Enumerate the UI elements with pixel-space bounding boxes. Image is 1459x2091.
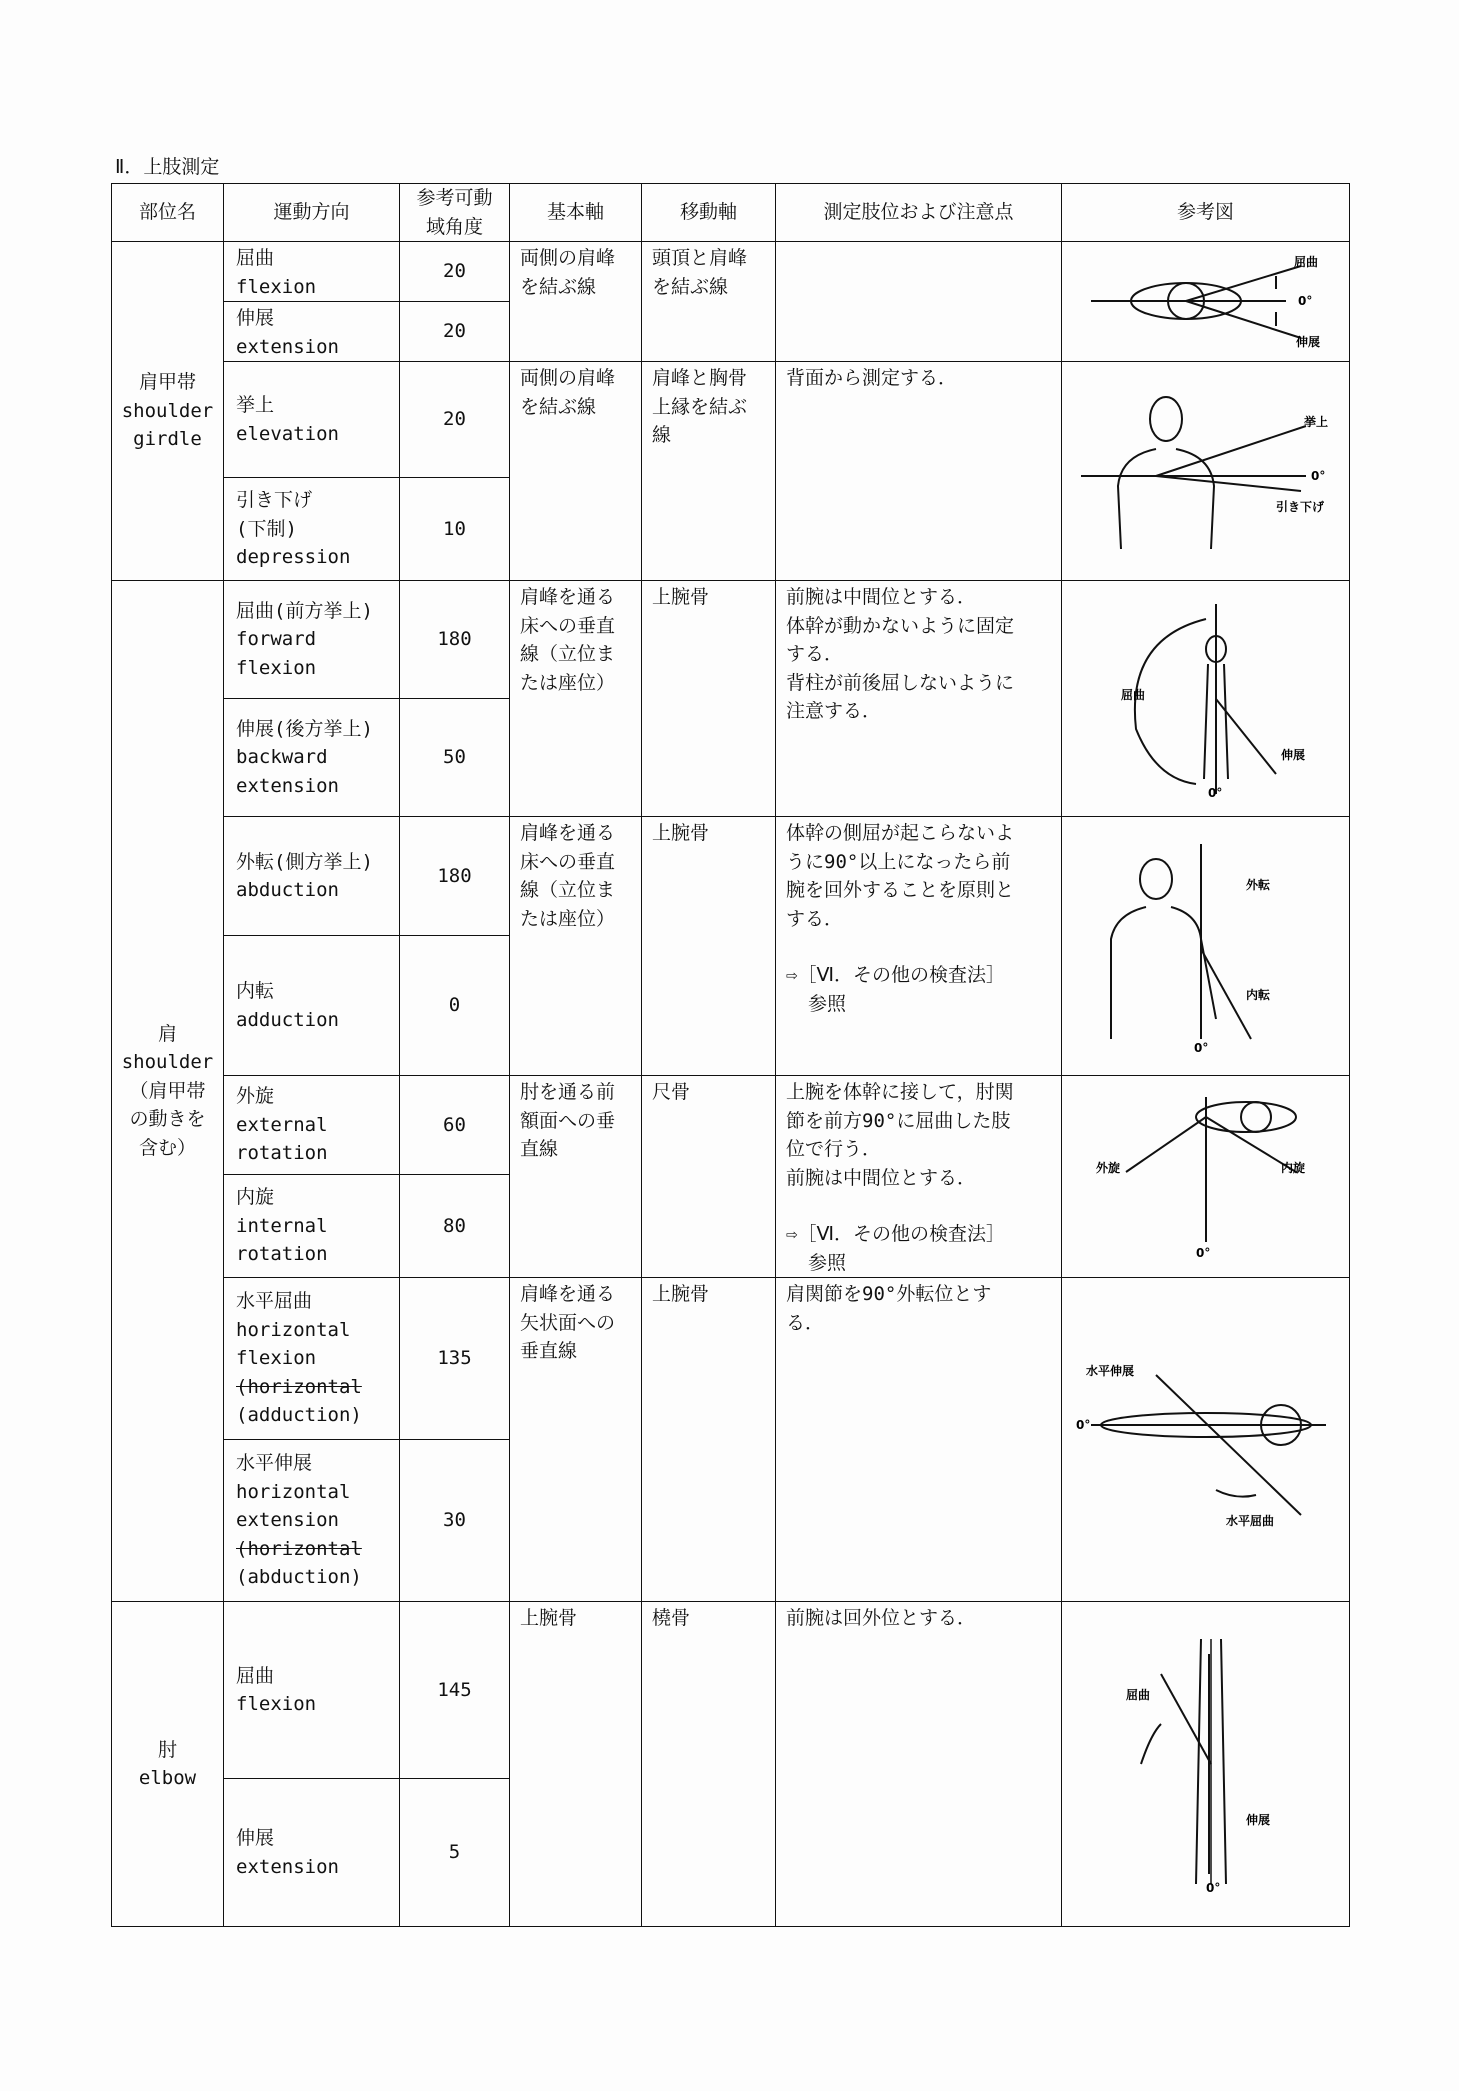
reference-angle: 20 xyxy=(400,242,510,302)
measurement-notes: 前腕は回外位とする． xyxy=(776,1602,1062,1927)
svg-text:0°: 0° xyxy=(1297,294,1312,308)
table-row xyxy=(112,242,1350,302)
moving-axis: 橈骨 xyxy=(642,1602,776,1927)
svg-text:屈曲: 屈曲 xyxy=(1120,687,1145,702)
basic-axis: 肩峰を通る 矢状面への 垂直線 xyxy=(510,1278,642,1602)
part-shoulder: 肩 shoulder （肩甲帯 の動きを 含む） xyxy=(112,581,224,1602)
svg-text:0°: 0° xyxy=(1310,469,1325,483)
svg-text:内旋: 内旋 xyxy=(1280,1160,1305,1175)
measurement-notes: 体幹の側屈が起こらないよ うに90°以上になったら前 腕を回外することを原則と する． ⇨［Ⅵ．その他の検査法］ 参照 xyxy=(776,817,1062,1076)
svg-text:屈曲: 屈曲 xyxy=(1125,1688,1150,1702)
motion-direction: 内転 adduction xyxy=(224,936,400,1076)
basic-axis: 肩峰を通る 床への垂直 線（立位ま たは座位） xyxy=(510,581,642,817)
table-row xyxy=(112,581,1350,699)
basic-axis: 肘を通る前 額面への垂 直線 xyxy=(510,1076,642,1278)
svg-text:外転: 外転 xyxy=(1245,877,1270,892)
reference-angle: 0 xyxy=(400,936,510,1076)
motion-direction: 伸展 extension xyxy=(224,302,400,362)
svg-text:水平屈曲: 水平屈曲 xyxy=(1225,1513,1274,1528)
moving-axis: 上腕骨 xyxy=(642,817,776,1076)
reference-angle: 180 xyxy=(400,817,510,936)
measurement-notes: 背面から測定する． xyxy=(776,362,1062,581)
svg-text:0°: 0° xyxy=(1193,1040,1208,1054)
table-row xyxy=(112,1076,1350,1175)
reference-figure xyxy=(1062,1076,1350,1278)
reference-angle: 10 xyxy=(400,478,510,581)
reference-angle: 135 xyxy=(400,1278,510,1440)
header-angle: 参考可動 域角度 xyxy=(400,184,510,242)
measurement-notes: 肩関節を90°外転位とす る． xyxy=(776,1278,1062,1602)
header-figure: 参考図 xyxy=(1062,184,1350,242)
cross-reference-link[interactable]: ⇨［Ⅵ．その他の検査法］ xyxy=(786,964,1005,986)
reference-angle: 20 xyxy=(400,362,510,478)
motion-direction: 水平伸展 horizontal extension (horizontal (abduction) xyxy=(224,1440,400,1602)
reference-figure xyxy=(1062,1278,1350,1602)
reference-angle: 145 xyxy=(400,1602,510,1779)
svg-text:挙上: 挙上 xyxy=(1303,415,1328,429)
table-row xyxy=(112,1278,1350,1440)
motion-direction: 屈曲 flexion xyxy=(224,1602,400,1779)
basic-axis: 両側の肩峰 を結ぶ線 xyxy=(510,362,642,581)
reference-figure xyxy=(1062,242,1350,362)
reference-figure xyxy=(1062,1602,1350,1927)
svg-text:伸展: 伸展 xyxy=(1280,747,1305,762)
reference-angle: 30 xyxy=(400,1440,510,1602)
motion-direction: 内旋 internal rotation xyxy=(224,1174,400,1277)
svg-text:屈曲: 屈曲 xyxy=(1293,255,1318,269)
table-row xyxy=(112,817,1350,936)
motion-direction: 屈曲 flexion xyxy=(224,242,400,302)
motion-direction: 外旋 external rotation xyxy=(224,1076,400,1175)
motion-direction: 外転(側方挙上) abduction xyxy=(224,817,400,936)
table-row xyxy=(112,362,1350,478)
reference-figure xyxy=(1062,362,1350,581)
part-girdle: 肩甲帯 shoulder girdle xyxy=(112,242,224,581)
header-part: 部位名 xyxy=(112,184,224,242)
moving-axis: 頭頂と肩峰 を結ぶ線 xyxy=(642,242,776,362)
svg-text:内転: 内転 xyxy=(1245,987,1270,1002)
part-elbow: 肘 elbow xyxy=(112,1602,224,1927)
reference-figure xyxy=(1062,581,1350,817)
svg-text:0°: 0° xyxy=(1195,1245,1210,1260)
table-row xyxy=(112,1602,1350,1779)
motion-direction: 引き下げ (下制) depression xyxy=(224,478,400,581)
svg-text:0°: 0° xyxy=(1075,1417,1090,1432)
motion-direction: 屈曲(前方挙上) forward flexion xyxy=(224,581,400,699)
upper-limb-rom-table xyxy=(111,183,1350,1927)
moving-axis: 上腕骨 xyxy=(642,1278,776,1602)
measurement-notes: 前腕は中間位とする． 体幹が動かないように固定 する． 背柱が前後屈しないように 注意する． xyxy=(776,581,1062,817)
header-moving-axis: 移動軸 xyxy=(642,184,776,242)
reference-angle: 180 xyxy=(400,581,510,699)
motion-direction: 伸展(後方挙上) backward extension xyxy=(224,699,400,817)
svg-text:0°: 0° xyxy=(1207,785,1222,799)
svg-text:外旋: 外旋 xyxy=(1095,1160,1120,1175)
cross-reference-link[interactable]: ⇨［Ⅵ．その他の検査法］ xyxy=(786,1223,1005,1245)
header-basic-axis: 基本軸 xyxy=(510,184,642,242)
header-motion: 運動方向 xyxy=(224,184,400,242)
motion-direction: 挙上 elevation xyxy=(224,362,400,478)
svg-text:引き下げ: 引き下げ xyxy=(1275,500,1324,514)
reference-angle: 20 xyxy=(400,302,510,362)
header-row xyxy=(112,184,1350,242)
svg-text:伸展: 伸展 xyxy=(1295,335,1320,349)
svg-text:水平伸展: 水平伸展 xyxy=(1085,1363,1134,1378)
header-notes: 測定肢位および注意点 xyxy=(776,184,1062,242)
reference-angle: 50 xyxy=(400,699,510,817)
moving-axis: 上腕骨 xyxy=(642,581,776,817)
section-title: Ⅱ．上肢測定 xyxy=(115,156,220,178)
reference-angle: 80 xyxy=(400,1174,510,1277)
basic-axis: 肩峰を通る 床への垂直 線（立位ま たは座位） xyxy=(510,817,642,1076)
measurement-notes: 上腕を体幹に接して，肘関 節を前方90°に屈曲した肢 位で行う． 前腕は中間位とする． ⇨［Ⅵ．その他の検査法］ 参照 xyxy=(776,1076,1062,1278)
measurement-notes xyxy=(776,242,1062,362)
reference-figure xyxy=(1062,817,1350,1076)
reference-angle: 5 xyxy=(400,1779,510,1927)
motion-direction: 伸展 extension xyxy=(224,1779,400,1927)
reference-angle: 60 xyxy=(400,1076,510,1175)
basic-axis: 両側の肩峰 を結ぶ線 xyxy=(510,242,642,362)
motion-direction: 水平屈曲 horizontal flexion (horizontal (adduction) xyxy=(224,1278,400,1440)
basic-axis: 上腕骨 xyxy=(510,1602,642,1927)
moving-axis: 尺骨 xyxy=(642,1076,776,1278)
svg-text:伸展: 伸展 xyxy=(1245,1813,1270,1827)
moving-axis: 肩峰と胸骨 上縁を結ぶ 線 xyxy=(642,362,776,581)
svg-text:0°: 0° xyxy=(1205,1881,1220,1894)
